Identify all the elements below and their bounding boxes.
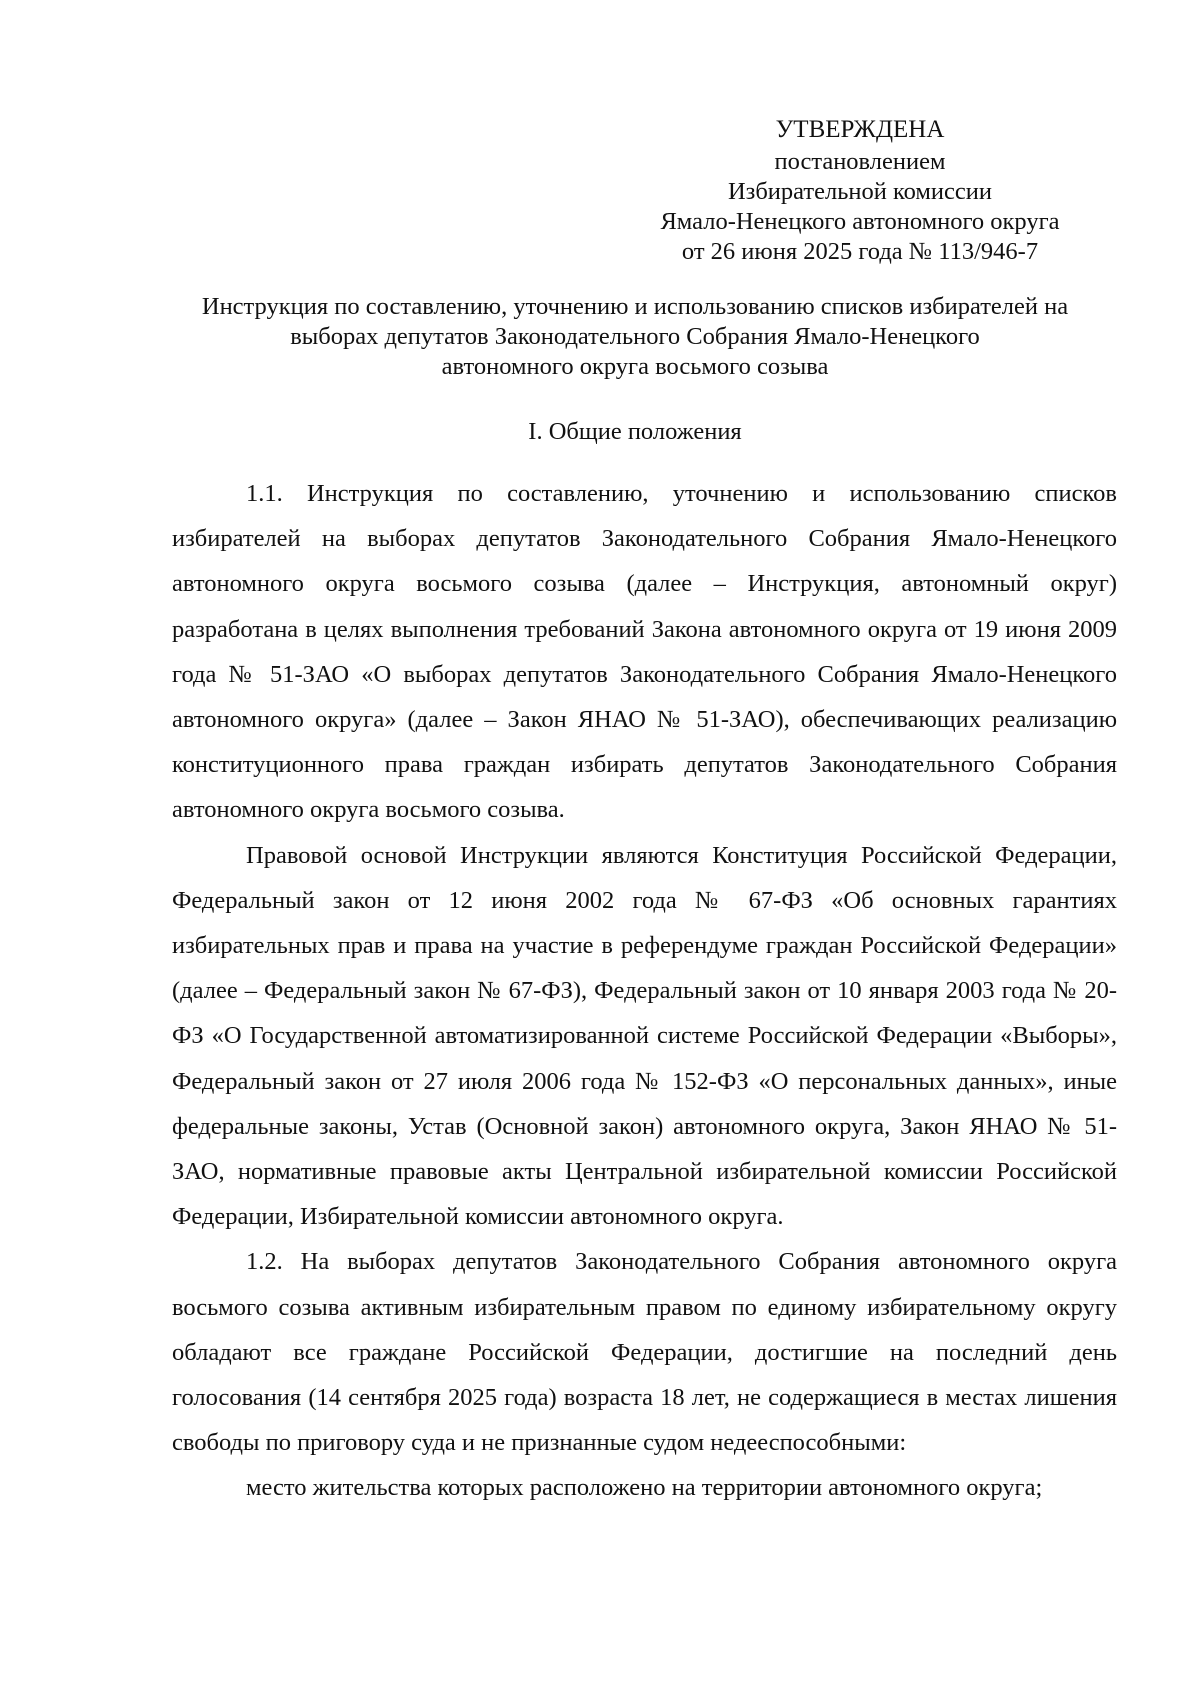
approval-line: Ямало-Ненецкого автономного округа [660,208,1060,235]
document-title [160,292,1110,382]
approval-heading: УТВЕРЖДЕНА [775,116,945,143]
approval-line: от 26 июня 2025 года № 113/946-7 [681,238,1039,265]
paragraph: 1.1. Инструкция по составлению, уточнению и использованию списков избирателей на выборах депутатов Законодательного Собрания Ямало-Ненецкого автономного округа восьмого созыва (далее – Инструкция, автономный округ) разработана в целях выполнения требований Закона автономного округа от 19 июня 2009 года № 51-ЗАО «О выборах депутатов Законодательного Собрания Ямало-Ненецкого автономного округа» (далее – Закон ЯНАО № 51-ЗАО), обеспечивающих реализацию конституционного права граждан избирать депутатов Законодательного Собрания автономного округа восьмого созыва. [172,480,1117,824]
paragraph: 1.2. На выборах депутатов Законодательного Собрания автономного округа восьмого созыва активным избирательным правом по единому избирательному округу обладают все граждане Российской Федерации, достигшие на последний день голосования (14 сентября 2025 года) возраста 18 лет, не содержащиеся в местах лишения свободы по приговору суда и не признанные судом недееспособными: [172,1248,1117,1457]
paragraph: место жительства которых расположено на территории автономного округа; [246,1474,1043,1502]
approval-line: постановлением [774,148,946,175]
document-title-line: автономного округа восьмого созыва [441,353,829,380]
approval-stamp [640,113,1080,267]
document-title-line: выборах депутатов Законодательного Собрания Ямало-Ненецкого [290,323,980,350]
paragraph: Правовой основой Инструкции являются Конституция Российской Федерации, Федеральный закон от 12 июня 2002 года № 67-ФЗ «Об основных гарантиях избирательных прав и права на участие в референдуме граждан Российской Федерации» (далее – Федеральный закон № 67-ФЗ), Федеральный закон от 10 января 2003 года № 20-ФЗ «О Государственной автоматизированной системе Российской Федерации «Выборы», Федеральный закон от 27 июля 2006 года № 152-ФЗ «О персональных данных», иные федеральные законы, Устав (Основной закон) автономного округа, Закон ЯНАО № 51-ЗАО, нормативные правовые акты Центральной избирательной комиссии Российской Федерации, Избирательной комиссии автономного округа. [172,841,1117,1231]
section-heading: I. Общие положения [528,418,742,445]
approval-line: Избирательной комиссии [727,178,993,205]
document-title-line: Инструкция по составлению, уточнению и использованию списков избирателей на [201,293,1069,320]
document-body [172,471,1117,1511]
